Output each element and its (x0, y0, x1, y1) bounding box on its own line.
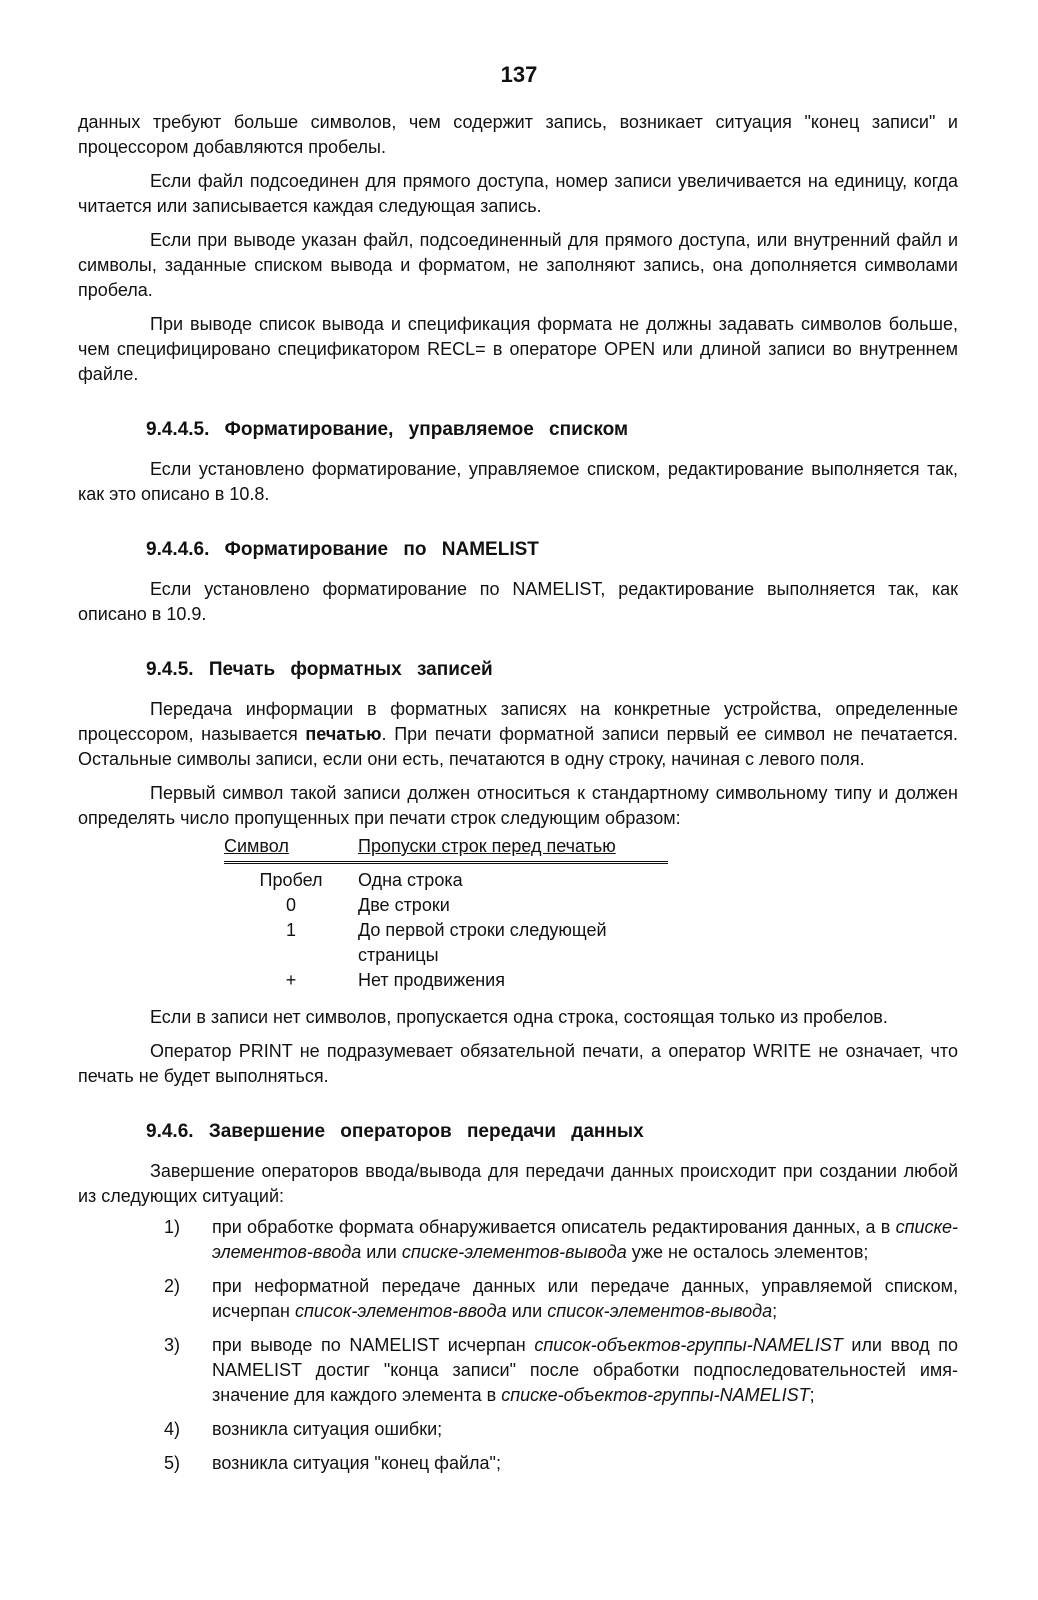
termination-list (78, 1215, 958, 1476)
list-text: возникла ситуация ошибки; (212, 1419, 443, 1439)
table-cell: Две строки (358, 895, 450, 915)
list-item (78, 1215, 958, 1265)
section-heading: 9.4.5. Печать форматных записей (146, 659, 493, 680)
list-number: 4) (164, 1419, 181, 1439)
term-italic: список-элементов-ввода (294, 1301, 507, 1321)
section-heading: 9.4.4.5. Форматирование, управляемое списком (146, 419, 629, 440)
text-run: ; (809, 1385, 815, 1405)
table-cell: До первой строки следующей страницы (358, 920, 607, 965)
text-run: или (361, 1242, 402, 1262)
term-italic: списке-элементов-вывода (401, 1242, 627, 1262)
term-italic: список-элементов-вывода (547, 1301, 773, 1321)
section-heading: 9.4.6. Завершение операторов передачи данных (146, 1121, 644, 1142)
paragraph: Если установлено форматирование, управляемое списком, редактирование выполняется так, как это описано в 10.8. (78, 459, 958, 504)
list-item (78, 1417, 958, 1442)
print-control-table (224, 834, 668, 993)
list-number: 5) (164, 1453, 181, 1473)
text-run: или ввод по NAMELIST достиг "конца записи" после обработки подпоследовательностей имя-значение для каждого элемента в (212, 1335, 958, 1405)
paragraph: Если файл подсоединен для прямого доступа, номер записи увеличивается на единицу, когда читается или записывается каждая следующая запись. (78, 171, 958, 216)
paragraph: При выводе список вывода и спецификация формата не должны задавать символов больше, чем специфицировано спецификатором RECL= в операторе OPEN или длиной записи во внутреннем файле. (78, 314, 958, 384)
term-italic: списке-объектов-группы-NAMELIST (501, 1385, 810, 1405)
text-run: Передача информации в форматных записях на конкретные устройства, определенные процессором, называется (78, 699, 958, 744)
paragraph: Если при выводе указан файл, подсоединенный для прямого доступа, или внутренний файл и символы, заданные списком вывода и форматом, не заполняют запись, она дополняется символами пробела. (78, 230, 958, 300)
paragraph: Если установлено форматирование по NAMELIST, редактирование выполняется так, как описано в 10.9. (78, 579, 958, 624)
table-cell: 1 (285, 920, 296, 940)
list-text: возникла ситуация "конец файла"; (212, 1453, 501, 1473)
paragraph: Первый символ такой записи должен относиться к стандартному символьному типу и должен определять число пропущенных при печати строк следующим образом: (78, 783, 958, 828)
text-run: при выводе по NAMELIST исчерпан (212, 1335, 535, 1355)
table-cell: + (285, 970, 297, 990)
term-italic: списке-элементов-ввода (212, 1217, 958, 1262)
list-number: 1) (164, 1217, 181, 1237)
table-header-skip: Пропуски строк перед печатью (358, 834, 668, 863)
text-run: уже не осталось элементов; (626, 1242, 869, 1262)
table-row (224, 893, 668, 918)
list-text (212, 1333, 958, 1408)
text-run: или (506, 1301, 548, 1321)
table-row (224, 918, 668, 968)
table-cell: Нет продвижения (358, 970, 505, 990)
text-run: при неформатной передаче данных или передаче данных, управляемой списком, исчерпан (212, 1276, 958, 1321)
list-item (78, 1451, 958, 1476)
list-item (78, 1274, 958, 1324)
list-text (212, 1274, 958, 1324)
paragraph: Оператор PRINT не подразумевает обязательной печати, а оператор WRITE не означает, что печать не будет выполняться. (78, 1041, 958, 1086)
list-number: 3) (164, 1335, 181, 1355)
page-number: 137 (500, 62, 538, 87)
table-cell: Пробел (259, 870, 323, 890)
section-heading: 9.4.4.6. Форматирование по NAMELIST (146, 539, 539, 560)
text-run: при обработке формата обнаруживается описатель редактирования данных, а в (212, 1217, 896, 1237)
paragraph (78, 697, 958, 772)
text-run: . При печати форматной записи первый ее символ не печатается. Остальные символы записи, если они есть, печатаются в одну строку, начиная с левого поля. (78, 724, 958, 769)
paragraph: данных требуют больше символов, чем содержит запись, возникает ситуация "конец записи" и процессором добавляются пробелы. (78, 112, 958, 157)
page-body (78, 110, 958, 1485)
list-number: 2) (164, 1276, 181, 1296)
paragraph: Если в записи нет символов, пропускается одна строка, состоящая только из пробелов. (150, 1007, 888, 1027)
table-cell: 0 (285, 895, 296, 915)
list-item (78, 1333, 958, 1408)
table-header-symbol: Символ (224, 834, 358, 863)
text-run: ; (772, 1301, 778, 1321)
table-row (224, 863, 668, 894)
term-bold: печатью (305, 724, 382, 744)
list-text (212, 1215, 958, 1265)
paragraph: Завершение операторов ввода/вывода для передачи данных происходит при создании любой из следующих ситуаций: (78, 1161, 958, 1206)
table-cell: Одна строка (358, 870, 463, 890)
term-italic: список-объектов-группы-NAMELIST (534, 1335, 843, 1355)
table-row (224, 968, 668, 993)
